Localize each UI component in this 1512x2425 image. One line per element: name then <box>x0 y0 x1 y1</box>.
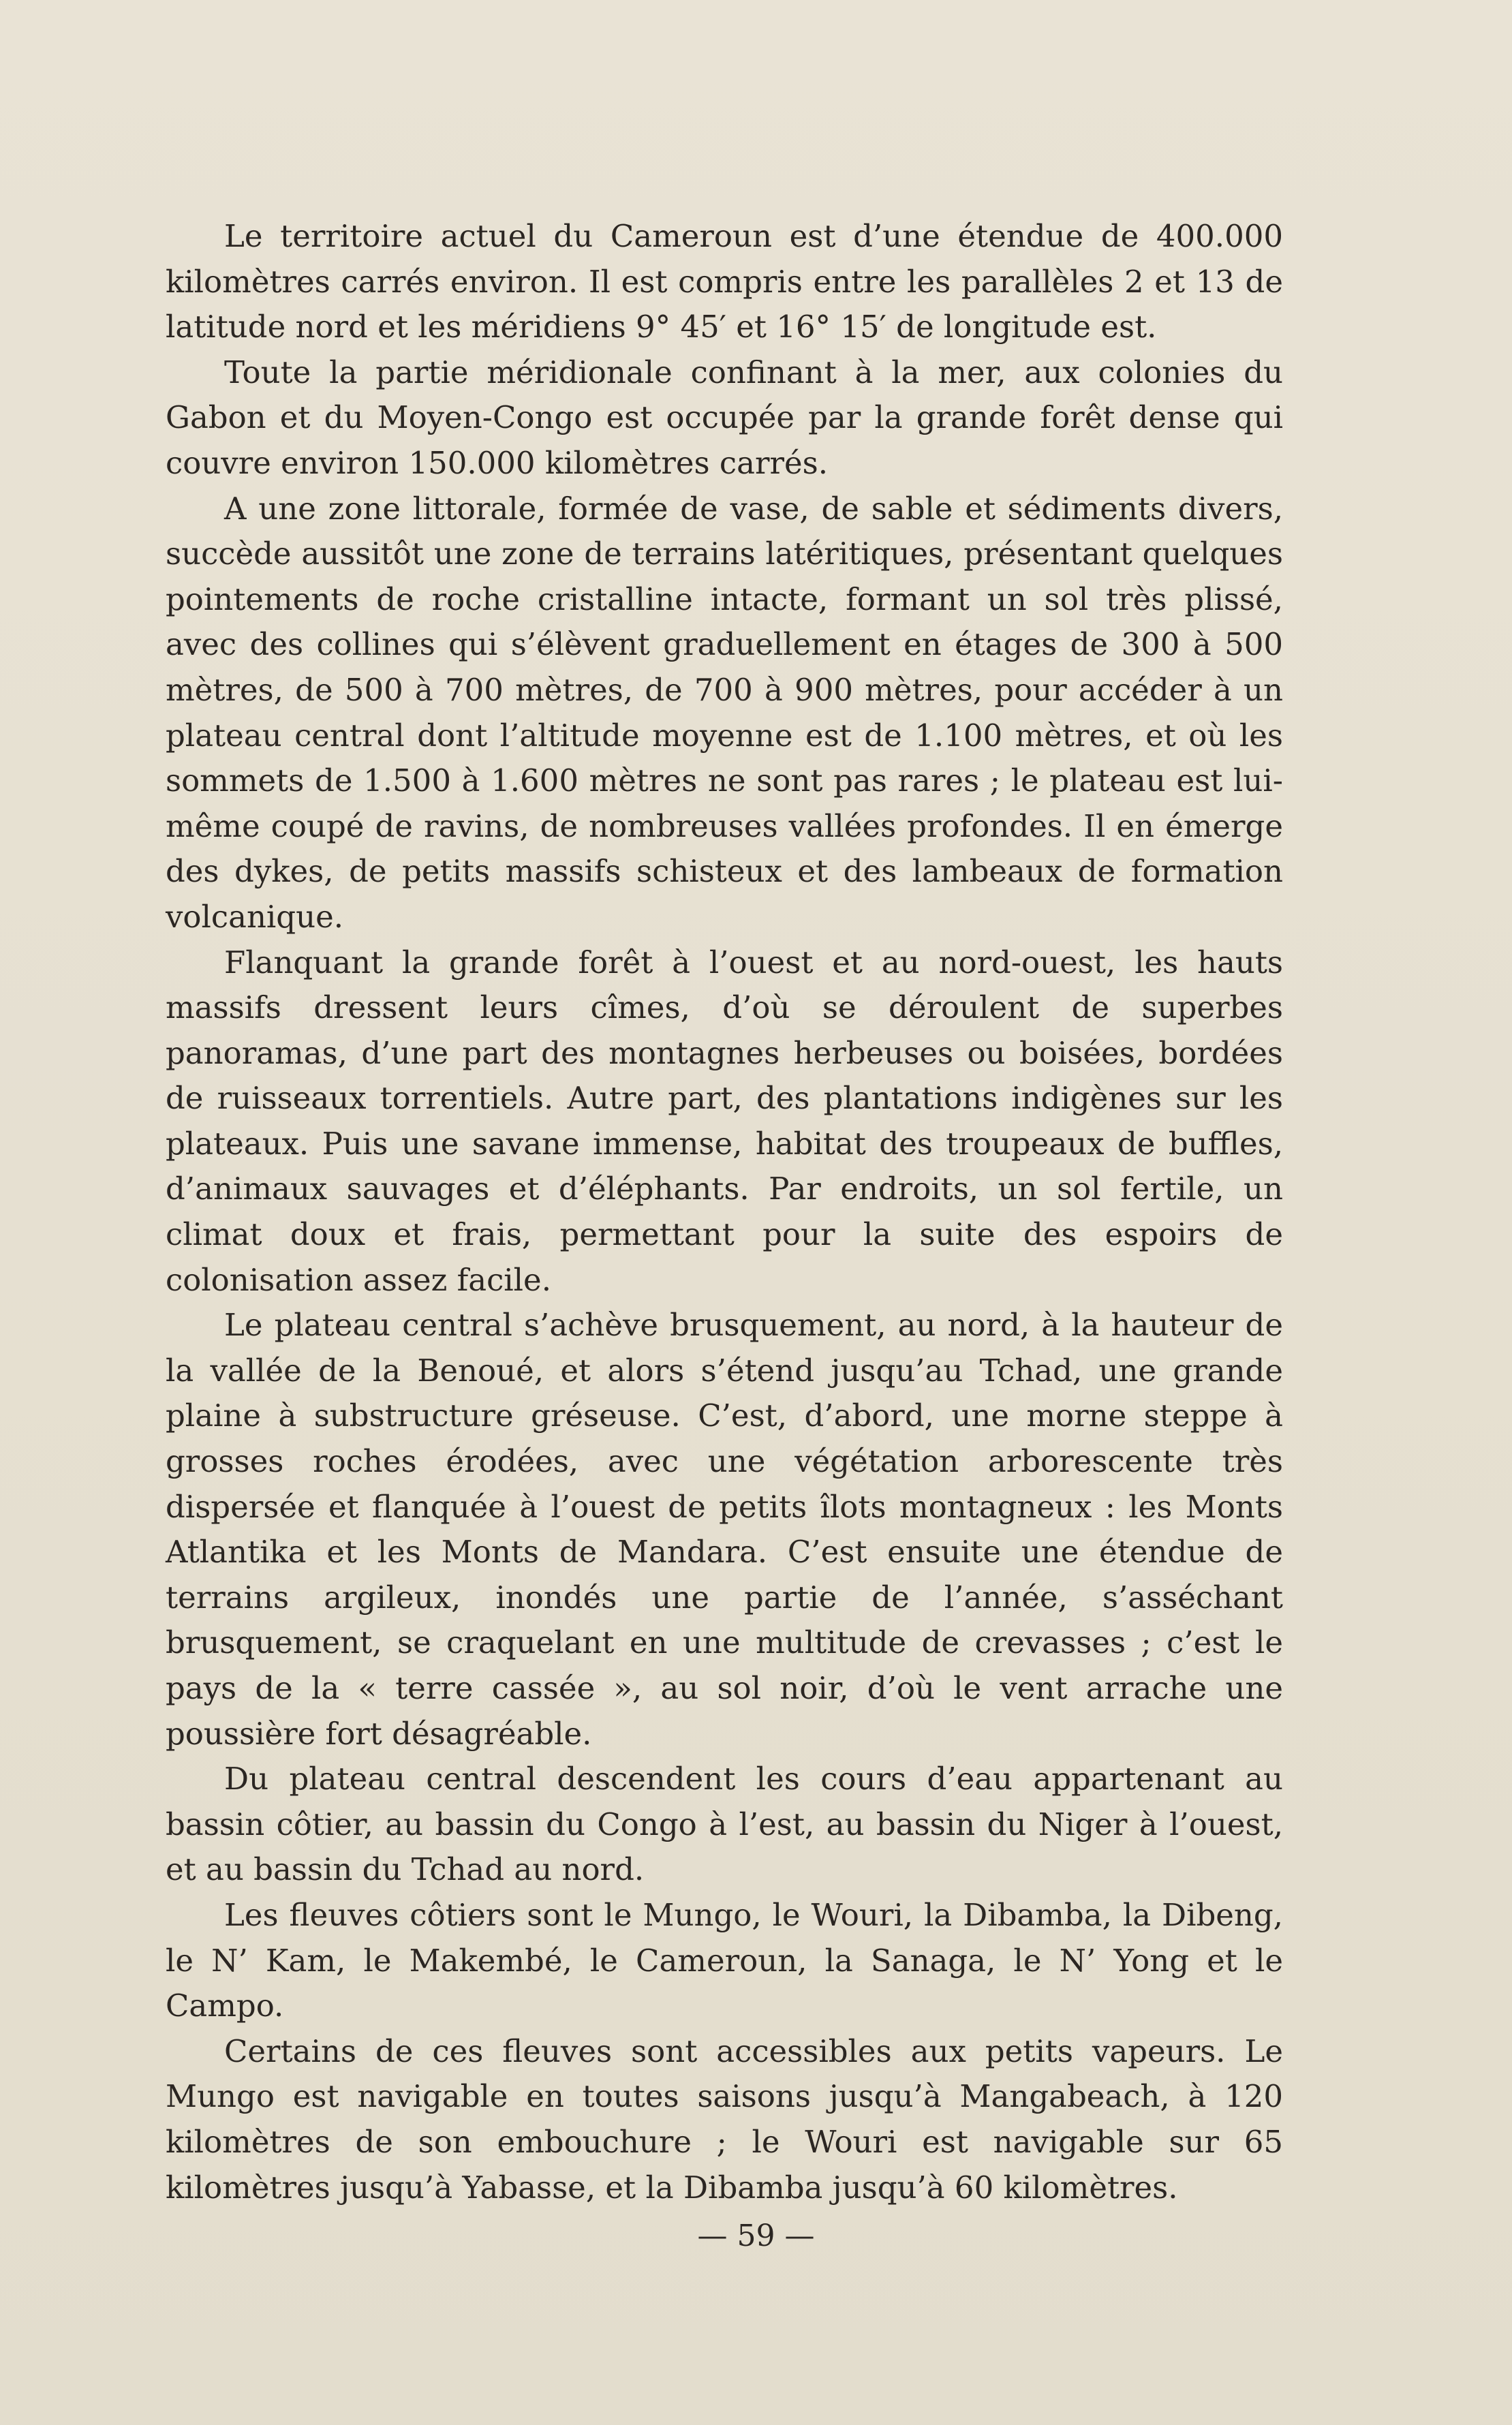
page-number: — 59 — <box>697 2219 815 2253</box>
paragraph-river-basins: Du plateau central descendent les cours d’eau appartenant au bassin côtier, au bassin du Congo à l’est, au bassin du Niger à l’ouest, et au bassin du Tchad au nord. <box>166 1761 1283 1888</box>
paragraph-coastal-rivers: Les fleuves côtiers sont le Mungo, le Wouri, la Dibamba, la Dibeng, le N’ Kam, le Makembé, le Cameroun, la Sanaga, le N’ Yong et le Campo. <box>166 1896 1283 2024</box>
body-text <box>166 214 1283 2210</box>
paragraph-northern-plain: Le plateau central s’achève brusquement, au nord, à la hauteur de la vallée de la Benoué, et alors s’étend jusqu’au Tchad, une grande plaine à substructure gréseuse. C’est, d’abord, une morne steppe à grosses roches érodées, avec une végétation arborescente très dispersée et flanquée à l’ouest de petits îlots montagneux : les Monts Atlantika et les Monts de Mandara. C’est ensuite une étendue de terrains argileux, inondés une partie de l’année, s’asséchant brusquement, se craquelant en une multitude de crevasses ; c’est le pays de la « terre cassée », au sol noir, d’où le vent arrache une poussière fort désagréable. <box>166 1307 1283 1752</box>
paragraph-territory-extent: Le territoire actuel du Cameroun est d’une étendue de 400.000 kilomètres carrés environ. Il est compris entre les parallèles 2 et 13 de latitude nord et les méridiens 9° 45′ et 16° 15′ de longitude est. <box>166 218 1283 345</box>
paragraph-navigable-rivers: Certains de ces fleuves sont accessibles aux petits vapeurs. Le Mungo est navigable en toutes saisons jusqu’à Mangabeach, à 120 kilomètres de son embouchure ; le Wouri est navigable sur 65 kilomètres jusqu’à Yabasse, et la Dibamba jusqu’à 60 kilomètres. <box>166 2033 1283 2206</box>
paragraph-littoral-zone: A une zone littorale, formée de vase, de sable et sédiments divers, succède aussitôt une zone de terrains latéritiques, présentant quelques pointements de roche cristalline intacte, formant un sol très plissé, avec des collines qui s’élèvent graduellement en étages de 300 à 500 mètres, de 500 à 700 mètres, de 700 à 900 mètres, pour accéder à un plateau central dont l’altitude moyenne est de 1.100 mètres, et où les sommets de 1.500 à 1.600 mètres ne sont pas rares ; le plateau est lui-même coupé de ravins, de nombreuses vallées profondes. Il en émerge des dykes, de petits massifs schisteux et des lambeaux de formation volcanique. <box>166 490 1283 935</box>
paragraph-southern-forest: Toute la partie méridionale confinant à la mer, aux colonies du Gabon et du Moyen-Congo est occupée par la grande forêt dense qui couvre environ 150.000 kilomètres carrés. <box>166 354 1283 481</box>
paragraph-western-massifs: Flanquant la grande forêt à l’ouest et au nord-ouest, les hauts massifs dressent leurs cîmes, d’où se déroulent de superbes panoramas, d’une part des montagnes herbeuses ou boisées, bordées de ruisseaux torrentiels. Autre part, des plantations indigènes sur les plateaux. Puis une savane immense, habitat des troupeaux de buffles, d’animaux sauvages et d’éléphants. Par endroits, un sol fertile, un climat doux et frais, permettant pour la suite des espoirs de colonisation assez facile. <box>166 944 1283 1298</box>
